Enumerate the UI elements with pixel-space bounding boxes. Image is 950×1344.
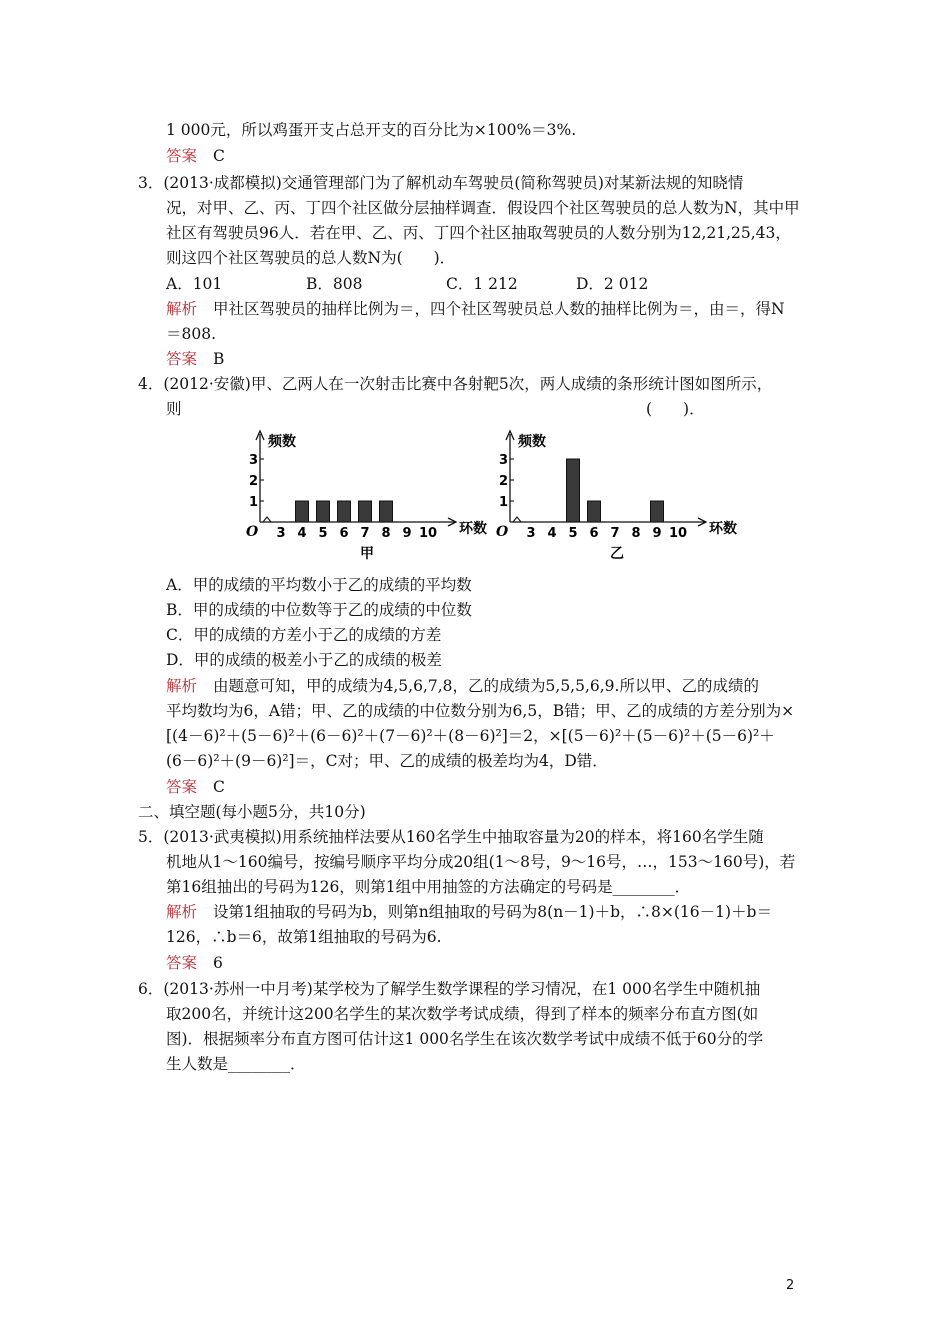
question-3-option-d: D．2 012 (576, 275, 649, 293)
x-tick-label: 3 (276, 526, 286, 541)
analysis-line: ＝808. (166, 325, 217, 343)
question-4-option-d: D．甲的成绩的极差小于乙的成绩的极差 (166, 651, 442, 669)
bar (359, 501, 372, 522)
chart-title: 甲 (360, 546, 374, 562)
question-4-option-c: C．甲的成绩的方差小于乙的成绩的方差 (166, 626, 442, 644)
question-4-line: 则 (166, 400, 182, 418)
origin-label: O (496, 524, 509, 540)
question-3-line: 社区有驾驶员96人．若在甲、乙、丙、丁四个社区抽取驾驶员的人数分别为12,21,25,43， (166, 224, 791, 242)
question-3-line: 3．(2013·成都模拟)交通管理部门为了解机动车驾驶员(简称驾驶员)对某新法规的知晓情 (138, 174, 744, 192)
answer-line (166, 952, 223, 974)
answer-line (166, 348, 224, 370)
bar (317, 501, 330, 522)
bar (338, 501, 351, 522)
x-tick-label: 6 (339, 526, 349, 541)
question-3-option-b: B．808 (306, 275, 363, 293)
x-tick-label: 6 (589, 526, 599, 541)
analysis-line: 解析 由题意可知，甲的成绩为4,5,6,7,8，乙的成绩为5,5,5,6,9.所以甲、乙的成绩的 (166, 677, 759, 695)
bar (380, 501, 393, 522)
answer-value: C (213, 778, 225, 796)
question-6-line: 图)．根据频率分布直方图可估计这1 000名学生在该次数学考试中成绩不低于60分的学 (166, 1030, 764, 1048)
question-5-line: 5．(2013·武夷模拟)用系统抽样法要从160名学生中抽取容量为20的样本，将160名学生随 (138, 828, 764, 846)
y-tick-label: 2 (249, 474, 259, 489)
x-tick-label: 7 (610, 526, 620, 541)
question-3-line: 况，对甲、乙、丙、丁四个社区做分层抽样调查．假设四个社区驾驶员的总人数为N，其中甲 (166, 199, 800, 217)
y-tick-label: 3 (249, 453, 259, 468)
page-number: 2 (786, 1278, 795, 1293)
bar (651, 501, 664, 522)
y-tick-label: 1 (249, 495, 259, 510)
analysis-line: (6－6)²＋(9－6)²]＝，C对；甲、乙的成绩的极差均为4，D错． (166, 752, 608, 770)
x-tick-label: 7 (360, 526, 370, 541)
bar-charts (238, 426, 748, 566)
x-tick-label: 10 (668, 526, 688, 541)
answer-label: 答案 (166, 147, 198, 165)
analysis-line: 平均数均为6，A错；甲、乙的成绩的中位数分别为6,5，B错；甲、乙的成绩的方差分别为× (166, 702, 795, 720)
answer-label: 答案 (166, 954, 198, 972)
analysis-line: 126，∴b＝6，故第1组抽取的号码为6. (166, 928, 442, 946)
x-tick-label: 10 (418, 526, 438, 541)
analysis-label: 解析 (166, 677, 198, 695)
origin-label: O (246, 524, 259, 540)
question-3-option-a: A．101 (166, 275, 223, 293)
analysis-line: 解析 甲社区驾驶员的抽样比例为＝，四个社区驾驶员总人数的抽样比例为＝，由＝，得N (166, 300, 785, 318)
y-axis-label: 频数 (268, 434, 296, 450)
y-tick-label: 3 (499, 453, 509, 468)
x-tick-label: 9 (652, 526, 662, 541)
chart-title: 乙 (610, 546, 624, 562)
question-3-line: 则这四个社区驾驶员的总人数N为( )． (166, 249, 456, 267)
answer-line (166, 776, 225, 798)
x-axis-label: 环数 (709, 521, 737, 537)
x-tick-label: 8 (381, 526, 391, 541)
answer-line (166, 145, 225, 167)
x-tick-label: 4 (297, 526, 307, 541)
question-6-line: 生人数是________． (166, 1055, 306, 1073)
axis-break-mark (513, 517, 521, 522)
analysis-line: [(4－6)²＋(5－6)²＋(6－6)²＋(7－6)²＋(8－6)²]＝2，×[(5－6)²＋(5－6)²＋(5－6)²＋ (166, 727, 775, 745)
answer-value: 6 (213, 954, 223, 972)
y-tick-label: 1 (499, 495, 509, 510)
bar (588, 501, 601, 522)
question-4-option-a: A．甲的成绩的平均数小于乙的成绩的平均数 (166, 576, 472, 594)
analysis-label: 解析 (166, 300, 198, 318)
question-4-option-b: B．甲的成绩的中位数等于乙的成绩的中位数 (166, 601, 472, 619)
x-tick-label: 3 (526, 526, 536, 541)
answer-label: 答案 (166, 778, 198, 796)
question-6-line: 6．(2013·苏州一中月考)某学校为了解学生数学课程的学习情况，在1 000名学生中随机抽 (138, 980, 761, 998)
x-tick-label: 5 (318, 526, 328, 541)
analysis-line: 解析 设第1组抽取的号码为b，则第n组抽取的号码为8(n－1)＋b，∴8×(16－1)＋b＝ (166, 903, 772, 921)
answer-value: B (213, 350, 225, 368)
question-5-line: 机地从1～160编号，按编号顺序平均分成20组(1～8号，9～16号，…，153～160号)，若 (166, 853, 796, 871)
question-6-line: 取200名，并统计这200名学生的某次数学考试成绩，得到了样本的频率分布直方图(如 (166, 1005, 759, 1023)
y-tick-label: 2 (499, 474, 509, 489)
x-axis-label: 环数 (459, 521, 487, 537)
axis-break-mark (263, 517, 271, 522)
question-4-blank: ( )． (646, 400, 705, 418)
bar (567, 459, 580, 522)
analysis-label: 解析 (166, 903, 198, 921)
question-3-option-c: C．1 212 (446, 275, 518, 293)
answer-value: C (213, 147, 225, 165)
x-tick-label: 5 (568, 526, 578, 541)
x-tick-label: 8 (631, 526, 641, 541)
answer-label: 答案 (166, 350, 198, 368)
bar (296, 501, 309, 522)
x-tick-label: 4 (547, 526, 557, 541)
x-tick-label: 9 (402, 526, 412, 541)
section-heading: 二、填空题(每小题5分，共10分) (138, 803, 366, 821)
text-line: 1 000元，所以鸡蛋开支占总开支的百分比为×100%＝3%. (166, 121, 577, 139)
question-5-line: 第16组抽出的号码为126，则第1组中用抽签的方法确定的号码是________． (166, 878, 691, 896)
y-axis-label: 频数 (518, 434, 546, 450)
question-4-line: 4．(2012·安徽)甲、乙两人在一次射击比赛中各射靶5次，两人成绩的条形统计图如图所示， (138, 375, 773, 393)
